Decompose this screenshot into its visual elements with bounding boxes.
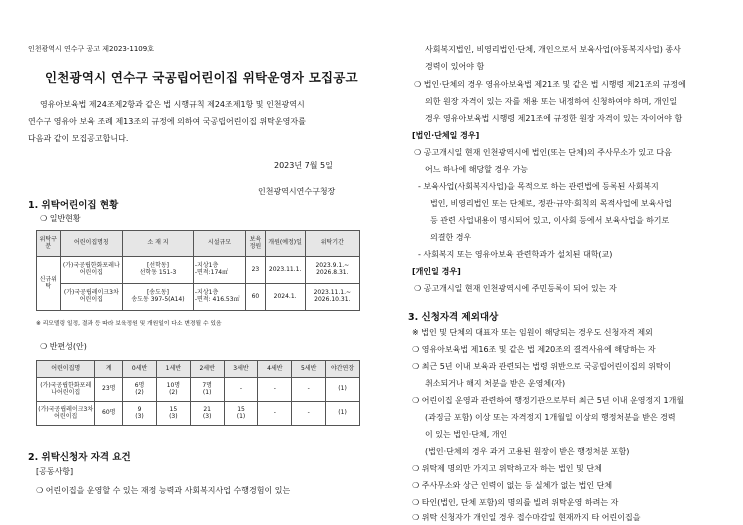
- right-line: ❍ 공고개시일 현재 인천광역시에 주민등록이 되어 있는 자: [414, 284, 617, 293]
- table-cell: 60: [246, 284, 265, 311]
- right-line: ❍ 영유아보육법 제16조 및 같은 법 제20조의 결격사유에 해당하는 자: [412, 345, 656, 354]
- right-line: ❍ 최근 5년 이내 보육과 관련되는 법령 위반으로 국공립어린이집의 위탁이: [412, 362, 672, 371]
- table-cell: 15 (1): [224, 402, 258, 426]
- notice-date: 2023년 7월 5일: [274, 161, 333, 170]
- th-age2: 2세반: [190, 361, 224, 378]
- intro-line-3: 다음과 같이 모집공고합니다.: [28, 134, 129, 143]
- table-cell: [송도동] 송도동 397-5(A14): [123, 284, 194, 311]
- class-table: [36, 360, 360, 426]
- th-scale: 시설규모: [193, 231, 245, 257]
- right-line: 사회복지법인, 비영리법인·단체, 개인으로서 보육사업(아동복지사업) 종사: [425, 45, 681, 54]
- th-age5: 5세반: [292, 361, 326, 378]
- section-1-heading: 1. 위탁어린이집 현황: [28, 200, 119, 211]
- th-age4: 4세반: [258, 361, 292, 378]
- right-line: 이 있는 법인·단체, 개인: [425, 430, 508, 439]
- right-line: 취소되거나 해지 처분을 받은 운영체(자): [425, 379, 566, 388]
- table-cell: 2023.11.1.: [265, 257, 305, 284]
- table-cell: -: [258, 378, 292, 402]
- intro-line-2: 연수구 영유아 보육 조례 제13조의 규정에 의하여 국공립어린이집 위탁운영자를: [28, 117, 306, 126]
- table-cell: -지상1층 -면적:174㎡: [193, 257, 245, 284]
- th-age3: 3세반: [224, 361, 258, 378]
- right-line: (법인·단체의 경우 과거 고용된 원장이 받은 행정처분 포함): [425, 447, 630, 456]
- intro-line-1: 영유아보육법 제24조제2항과 같은 법 시행규칙 제24조제1항 및 인천광역시: [40, 100, 305, 109]
- th-type: 위탁구분: [37, 231, 61, 257]
- right-line: 의결한 경우: [430, 233, 472, 242]
- facility-table: [36, 230, 360, 311]
- table-cell: 2023.11.1.~ 2026.10.31.: [305, 284, 359, 311]
- general-status-label: ❍ 일반현황: [40, 214, 81, 223]
- right-line: ❍ 위탁제 명의만 가지고 위탁하고자 하는 법인 및 단체: [412, 464, 602, 473]
- group-label: 신규위탁: [37, 257, 61, 311]
- table-cell: (가)국공립한화포레나어린이집: [60, 257, 123, 284]
- table-cell: -: [292, 402, 326, 426]
- table-cell: 23명: [95, 378, 123, 402]
- notice-number: 인천광역시 연수구 공고 제2023-1109호: [28, 45, 154, 53]
- issuer: 인천광역시연수구청장: [258, 187, 336, 196]
- right-line: ❍ 위탁 신청자가 개인일 경우 접수마감일 현재까지 타 어린이집을: [412, 513, 641, 522]
- section-3-heading: 3. 신청자격 제외대상: [408, 312, 499, 323]
- right-line: (과징금 포함) 이상 또는 자격정지 1개월일 이상의 행정처분을 받은 경력: [425, 413, 676, 422]
- th-age1: 1세반: [156, 361, 190, 378]
- table-cell: 2024.1.: [265, 284, 305, 311]
- class-plan-label: ❍ 반편성(안): [40, 342, 87, 351]
- table-cell: 15 (3): [156, 402, 190, 426]
- table-cell: 60명: [95, 402, 123, 426]
- indiv-heading: [개인일 경우]: [412, 267, 461, 276]
- common-heading: [공동사항]: [36, 467, 74, 476]
- right-line: ❍ 공고개시일 현재 인천광역시에 법인(또는 단체)의 주사무소가 있고 다음: [414, 148, 672, 157]
- th-open-date: 개원(예정)일: [265, 231, 305, 257]
- table-cell: 10명 (2): [156, 378, 190, 402]
- th-capacity: 보육정원: [246, 231, 265, 257]
- table-cell: 6명 (2): [123, 378, 157, 402]
- right-line: 어느 하나에 해당할 경우 가능: [425, 165, 528, 174]
- table-cell: -: [258, 402, 292, 426]
- table-cell: 23: [246, 257, 265, 284]
- right-line: 법인, 비영리법인 또는 단체로, 정관·규약·회칙의 목적사업에 보육사업: [430, 199, 672, 208]
- right-line: - 보육사업(사회복지사업)을 목적으로 하는 관련법에 등록된 사회복지: [418, 182, 659, 191]
- th-name: 어린이집명칭: [60, 231, 123, 257]
- right-line: 의한 원장 자격이 있는 자를 채용 또는 내정하여 신청하여야 하며, 개인일: [425, 97, 678, 106]
- right-line: - 사회복지 또는 영유아보육 관련학과가 설치된 대학(교): [418, 250, 613, 259]
- th-center: 어린이집명: [37, 361, 95, 378]
- table-cell: (1): [326, 402, 360, 426]
- table-cell: (가)국공립레이크3차어린이집: [60, 284, 123, 311]
- table-cell: -지상1층 -면적: 416.53㎡: [193, 284, 245, 311]
- right-line: 경우 영유아보육법 시행령 제21조에 규정한 원장 자격이 있는 자이어야 함: [425, 114, 683, 123]
- th-period: 위탁기간: [305, 231, 359, 257]
- table-cell: -: [292, 378, 326, 402]
- table-cell: -: [224, 378, 258, 402]
- table-cell: (가)국공립레이크3차어린이집: [37, 402, 95, 426]
- th-night: 야간연장: [326, 361, 360, 378]
- table-cell: 9 (3): [123, 402, 157, 426]
- right-line: 등 관련 사업내용이 명시되어 있고, 이사회 등에서 보육사업을 하기로: [430, 216, 670, 225]
- th-address: 소 재 지: [123, 231, 194, 257]
- right-line: 경력이 있어야 함: [425, 62, 485, 71]
- table-cell: (1): [326, 378, 360, 402]
- page-title: 인천광역시 연수구 국공립어린이집 위탁운영자 모집공고: [45, 70, 358, 85]
- right-line: ❍ 법인·단체의 경우 영유아보육법 제21조 및 같은 법 시행령 제21조의 규정에: [414, 80, 686, 89]
- table-cell: (가)국공립한화포레나어린이집: [37, 378, 95, 402]
- th-total: 계: [95, 361, 123, 378]
- right-line: ※ 법인 및 단체의 대표자 또는 임원이 해당되는 경우도 신청자격 제외: [412, 328, 653, 337]
- table-cell: 7명 (1): [190, 378, 224, 402]
- common-item: ❍ 어린이집을 운영할 수 있는 재정 능력과 사회복지사업 수행경험이 있는: [36, 486, 291, 495]
- table-note: ※ 리모델링 일정, 결과 등 따라 보육정원 및 개원일이 다소 변경될 수 있음: [36, 321, 222, 327]
- corp-heading: [법인·단체일 경우]: [412, 131, 480, 140]
- right-line: ❍ 주사무소와 상근 인력이 없는 등 실체가 없는 법인 단체: [412, 481, 613, 490]
- section-2-heading: 2. 위탁신청자 자격 요건: [28, 452, 131, 463]
- right-line: ❍ 어린이집 운영과 관련하여 행정기관으로부터 최근 5년 이내 운영정지 1개월: [412, 396, 685, 405]
- right-line: ❍ 타인(법인, 단체 포함)의 명의를 빌려 위탁운영 하려는 자: [412, 498, 619, 507]
- table-cell: 2023.9.1.~ 2026.8.31.: [305, 257, 359, 284]
- table-cell: [선학동] 선학동 151-3: [123, 257, 194, 284]
- table-cell: 21 (3): [190, 402, 224, 426]
- th-age0: 0세반: [123, 361, 157, 378]
